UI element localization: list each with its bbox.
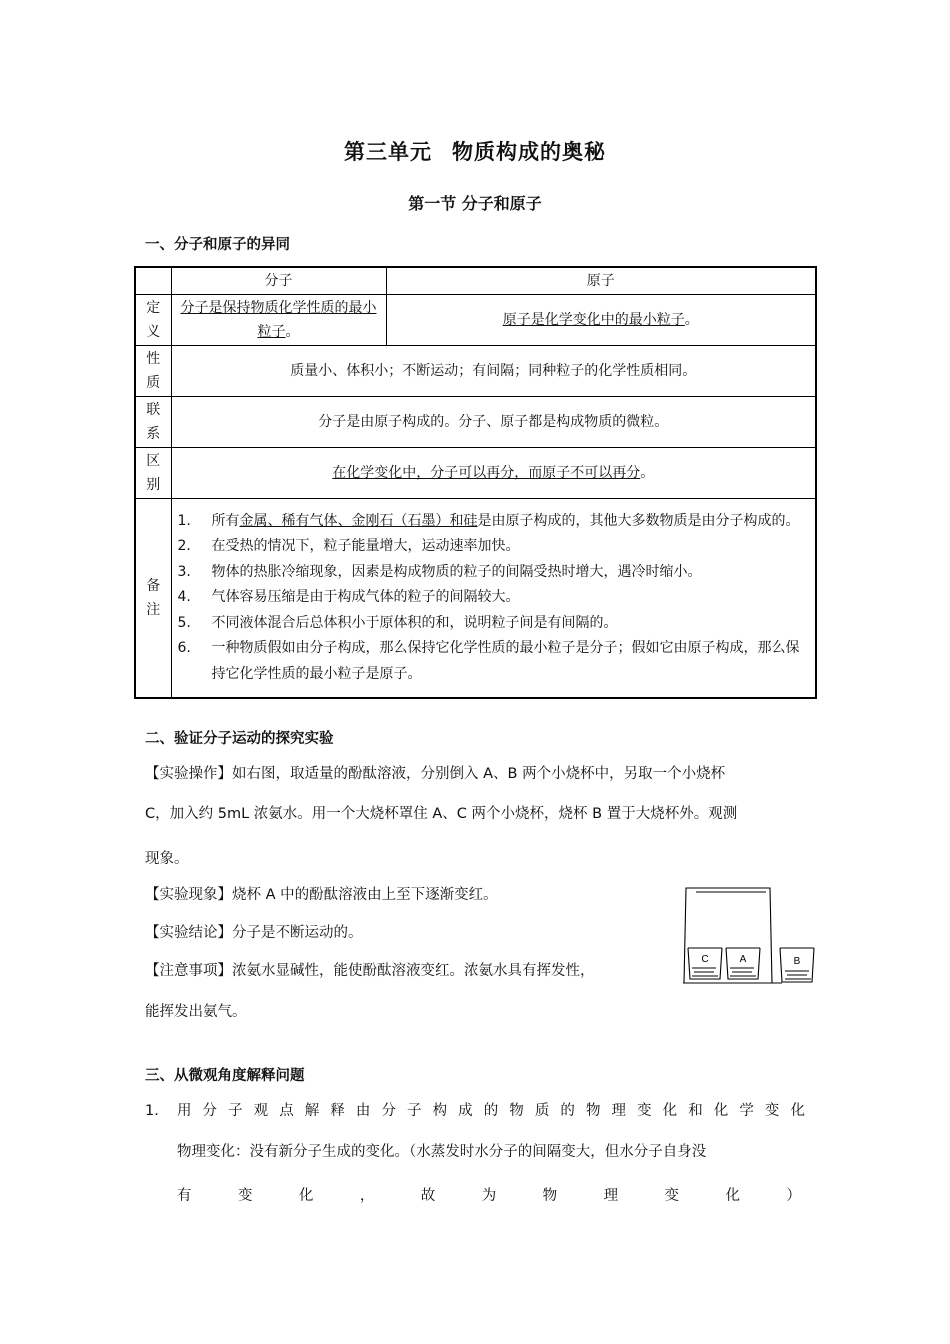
- table-row-relation: [135, 396, 816, 447]
- line3-char: 有: [177, 1188, 192, 1204]
- col-header-atom: 原子: [386, 267, 816, 294]
- section3-line3: [177, 1186, 801, 1206]
- section2-heading: 二、验证分子运动的探究实验: [145, 731, 334, 747]
- table-row-definition: [135, 294, 816, 345]
- beaker-label-a: A: [739, 954, 747, 965]
- beaker-experiment-diagram: [682, 886, 816, 986]
- notes-cell: [171, 498, 816, 698]
- line3-char: 变: [237, 1188, 253, 1204]
- list-item: 2. 在受热的情况下，粒子能量增大，运动速率加快。: [177, 538, 520, 554]
- operation-line2: C，加入约 5mL 浓氨水。用一个大烧杯罩住 A、C 两个小烧杯，烧杯 B 置于大烧杯外。观测: [145, 806, 738, 822]
- section3-line1: 用分子观点解释由分子构成的物质的物理变化和化学变化: [177, 1103, 805, 1119]
- table-row-property: [135, 345, 816, 396]
- line3-char: 化: [725, 1188, 740, 1204]
- row-label: 性质: [135, 345, 171, 396]
- comparison-table: [134, 266, 817, 699]
- col-header-molecule: 分子: [171, 267, 386, 294]
- row-label: 备注: [135, 498, 171, 698]
- list-item: 3. 物体的热胀冷缩现象，因素是构成物质的粒子的间隔受热时增大，遇冷时缩小。: [177, 563, 702, 580]
- line3-char: 物: [542, 1188, 558, 1204]
- operation-line3: 现象。: [145, 851, 189, 867]
- notice-line1: 【注意事项】浓氨水显碱性，能使酚酞溶液变红。浓氨水具有挥发性，: [145, 963, 595, 979]
- section-subtitle: 第一节 分子和原子: [408, 194, 542, 213]
- row-label: 定义: [135, 294, 171, 345]
- row-label: 区别: [135, 447, 171, 498]
- conclusion: 【实验结论】分子是不断运动的。: [145, 925, 363, 941]
- section3-line2: 物理变化：没有新分子生成的变化。（水蒸发时水分子的间隔变大，但水分子自身没: [177, 1144, 707, 1160]
- line3-char: ，: [359, 1188, 375, 1204]
- list-item: 5. 不同液体混合后总体积小于原体积的和，说明粒子间是有间隔的。: [177, 614, 618, 631]
- molecule-definition: 分子是保持物质化学性质的最小粒子。: [171, 294, 386, 345]
- list-item: 1. 所有金属、稀有气体、金刚石（石墨）和硅是由原子构成的，其他大多数物质是由分子构成的。: [177, 512, 800, 529]
- operation-line1: 【实验操作】如右图，取适量的酚酞溶液，分别倒入 A、B 两个小烧杯中，另取一个小烧杯: [145, 766, 726, 782]
- table-row-difference: [135, 447, 816, 498]
- line3-char: 理: [603, 1188, 619, 1204]
- item-number: 1.: [145, 1103, 159, 1119]
- relation-text: 分子是由原子构成的。分子、原子都是构成物质的微粒。: [171, 396, 816, 447]
- notice-line2: 能挥发出氨气。: [145, 1004, 247, 1020]
- row-label: 联系: [135, 396, 171, 447]
- section3-heading: 三、从微观角度解释问题: [145, 1068, 305, 1084]
- line3-char: ）: [786, 1188, 801, 1204]
- list-item: 4. 气体容易压缩是由于构成气体的粒子的间隔较大。: [177, 589, 520, 605]
- line3-char: 为: [481, 1188, 497, 1204]
- line3-char: 化: [298, 1188, 314, 1204]
- atom-definition: 原子是化学变化中的最小粒子。: [386, 294, 816, 345]
- line3-char: 故: [420, 1188, 436, 1204]
- notes-list: [172, 509, 816, 688]
- difference-text: 在化学变化中，分子可以再分，而原子不可以再分。: [171, 447, 816, 498]
- line3-char: 变: [664, 1188, 679, 1204]
- phenomenon: 【实验现象】烧杯 A 中的酚酞溶液由上至下逐渐变红。: [145, 887, 498, 903]
- table-header-row: [135, 267, 816, 294]
- page-title: 第三单元 物质构成的奥秘: [344, 140, 606, 164]
- property-text: 质量小、体积小；不断运动；有间隔；同种粒子的化学性质相同。: [171, 345, 816, 396]
- list-item: 6. 一种物质假如由分子构成，那么保持它化学性质的最小粒子是分子；假如它由原子构成，那么保持它化学性质的最小粒子是原子。: [177, 640, 800, 682]
- table-row-notes: [135, 498, 816, 698]
- beaker-label-c: C: [701, 954, 709, 965]
- section1-heading: 一、分子和原子的异同: [145, 237, 290, 253]
- beaker-label-b: B: [793, 956, 801, 967]
